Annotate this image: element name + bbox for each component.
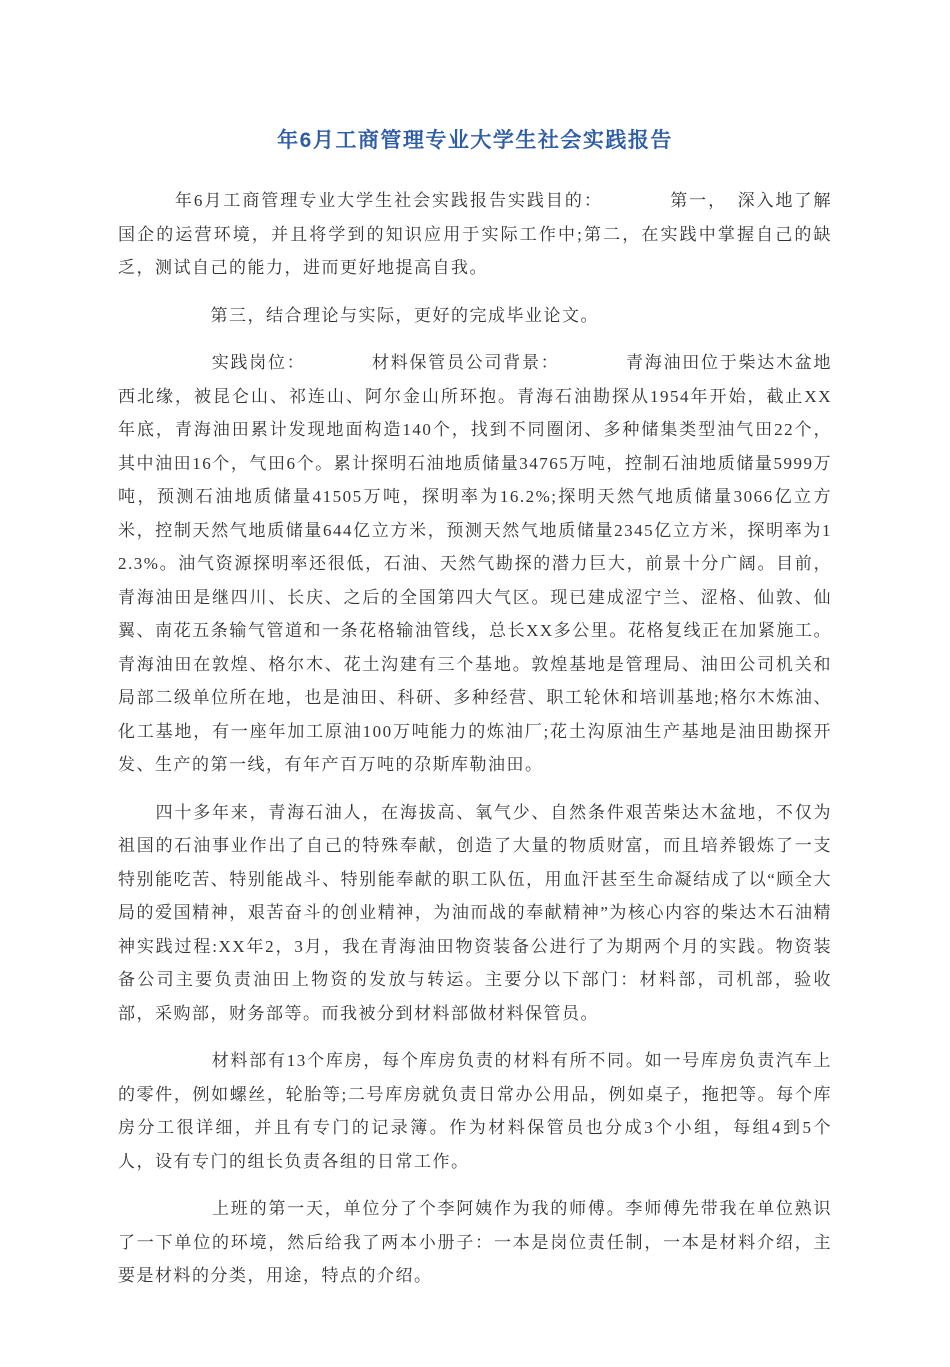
paragraph: 材料部有13个库房，每个库房负责的材料有所不同。如一号库房负责汽车上的零件，例如螺丝，轮胎等;二号库房就负责日常办公用品，例如桌子，拖把等。每个库房分工很详细，并且有专门的记录簿。作为材料保管员也分成3个小组，每组4到5个人，设有专门的组长负责各组的日常工作。 [118,1051,832,1171]
paragraph: 实践岗位： 材料保管员公司背景： 青海油田位于柴达木盆地西北缘，被昆仑山、祁连山、阿尔金山所环抱。青海石油勘探从1954年开始，截止XX年底，青海油田累计发现地面构造140个，找到不同圈闭、多种储集类型油气田22个，其中油田16个，气田6个。累计探明石油地质储量34765万吨，控制石油地质储量5999万吨，预测石油地质储量41505万吨，探明率为16.2%;探明天然气地质储量3066亿立方米，控制天然气地质储量644亿立方米，预测天然气地质储量2345亿立方米，探明率为12.3%。油气资源探明率还很低，石油、天然气勘探的潜力巨大，前景十分广阔。目前，青海油田是继四川、长庆、之后的全国第四大气区。现已建成涩宁兰、涩格、仙敦、仙翼、南花五条输气管道和一条花格输油管线，总长XX多公里。花格复线正在加紧施工。青海油田在敦煌、格尔木、花土沟建有三个基地。敦煌基地是管理局、油田公司机关和局部二级单位所在地，也是油田、科研、多种经营、职工轮休和培训基地;格尔木炼油、化工基地，有一座年加工原油100万吨能力的炼油厂;花土沟原油生产基地是油田勘探开发、生产的第一线，有年产百万吨的尕斯库勒油田。 [118,353,832,774]
paragraph: 四十多年来，青海石油人，在海拔高、氧气少、自然条件艰苦柴达木盆地，不仅为祖国的石油事业作出了自己的特殊奉献，创造了大量的物质财富，而且培养锻炼了一支特别能吃苦、特别能战斗、特别能奉献的职工队伍，用血汗甚至生命凝结成了以“顾全大局的爱国精神，艰苦奋斗的创业精神，为油而战的奉献精神”为核心内容的柴达木石油精神实践过程:XX年2，3月，我在青海油田物资装备公进行了为期两个月的实践。物资装备公司主要负责油田上物资的发放与转运。主要分以下部门：材料部，司机部，验收部，采购部，财务部等。而我被分到材料部做材料保管员。 [118,802,832,1023]
document-title: 年6月工商管理专业大学生社会实践报告 [277,129,673,152]
paragraph: 年6月工商管理专业大学生社会实践报告实践目的： 第一， 深入地了解国企的运营环境，并且将学到的知识应用于实际工作中;第二，在实践中掌握自己的缺乏，测试自己的能力，进而更好地提高自我。 [118,191,832,277]
document-body [118,184,832,1293]
paragraph: 第三，结合理论与实际，更好的完成毕业论文。 [118,305,599,325]
paragraph: 上班的第一天，单位分了个李阿姨作为我的师傅。李师傅先带我在单位熟识了一下单位的环境，然后给我了两本小册子：一本是岗位责任制，一本是材料介绍，主要是材料的分类，用途，特点的介绍。 [118,1199,832,1285]
